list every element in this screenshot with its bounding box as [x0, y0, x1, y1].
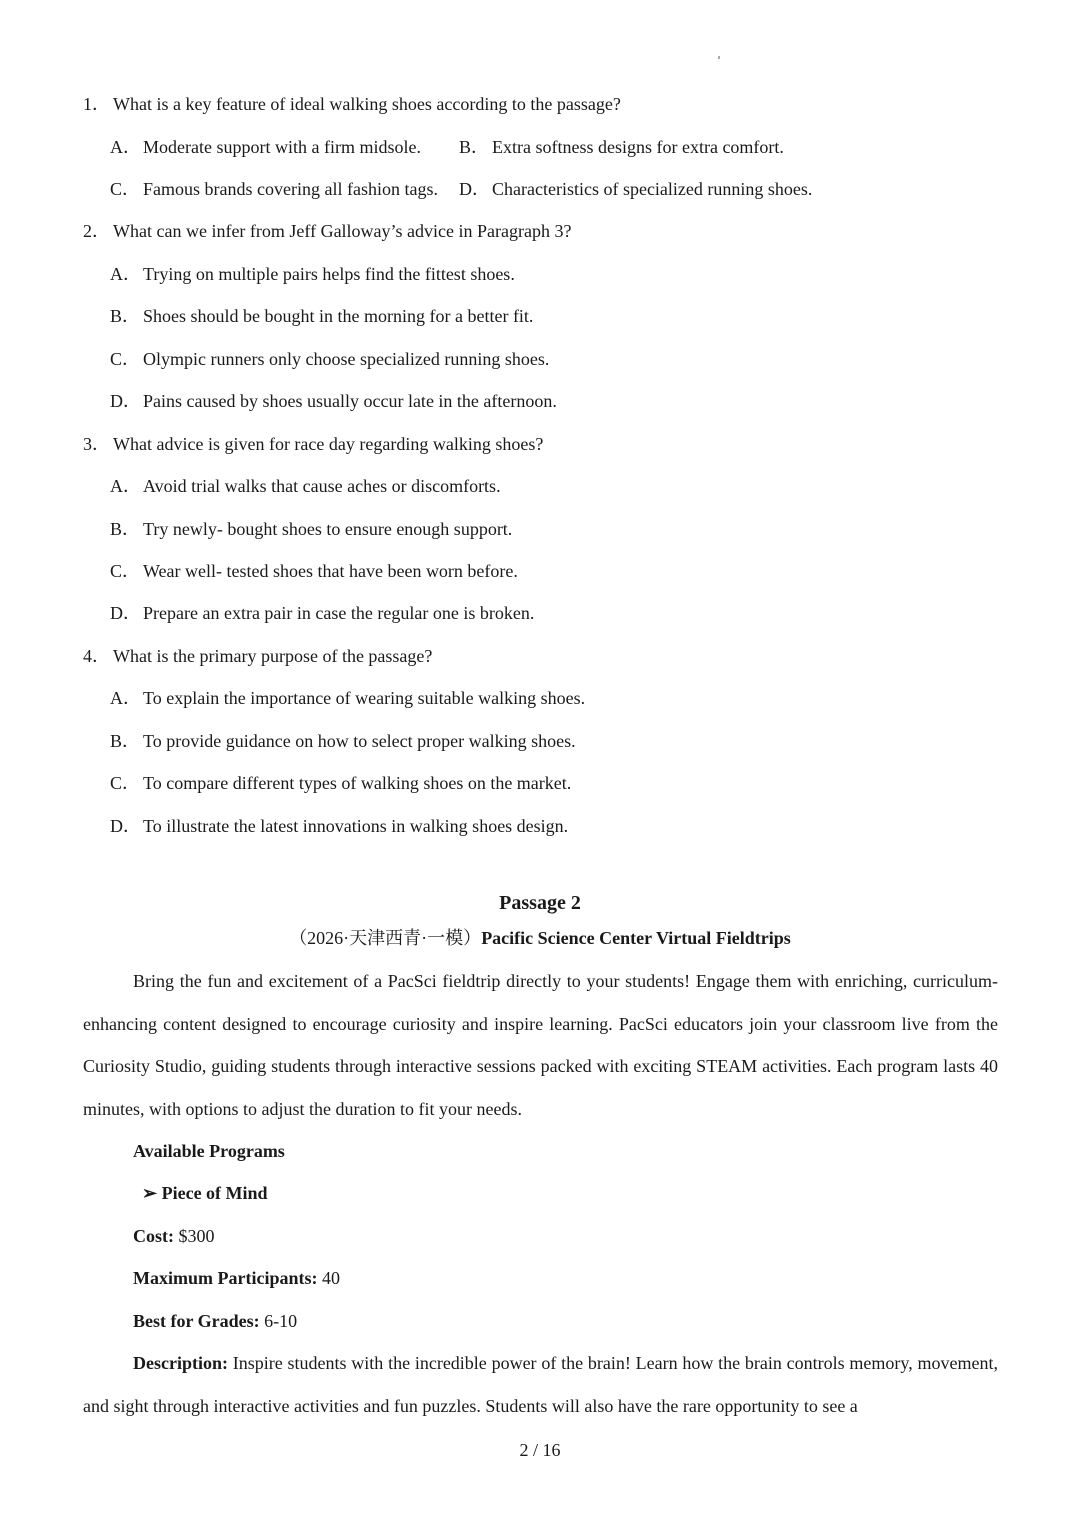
question-number: 1． [83, 94, 110, 114]
option-letter: A． [110, 264, 141, 284]
question-2 [83, 220, 571, 242]
passage-title: Pacific Science Center Virtual Fieldtrips [481, 928, 791, 948]
option-letter: A． [110, 137, 141, 157]
option-letter: B． [110, 731, 141, 751]
program-title [142, 1182, 268, 1204]
option-text: Prepare an extra pair in case the regular one is broken. [143, 603, 535, 623]
option-4d [110, 815, 568, 837]
option-3d [110, 602, 534, 624]
program-name: Piece of Mind [161, 1183, 268, 1203]
option-2b [110, 305, 533, 327]
question-text: What is a key feature of ideal walking shoes according to the passage? [113, 94, 621, 114]
program-cost [133, 1225, 215, 1247]
option-letter: A． [110, 688, 141, 708]
cost-value: $300 [174, 1226, 215, 1246]
option-text: To explain the importance of wearing suitable walking shoes. [143, 688, 586, 708]
option-1a [110, 136, 421, 158]
question-4 [83, 645, 432, 667]
question-text: What can we infer from Jeff Galloway’s advice in Paragraph 3? [113, 221, 572, 241]
option-letter: C． [110, 561, 141, 581]
option-3c [110, 560, 518, 582]
question-number: 2． [83, 221, 110, 241]
question-number: 3． [83, 434, 110, 454]
option-text: Famous brands covering all fashion tags. [143, 179, 438, 199]
program-description [83, 1342, 998, 1427]
grades-label: Best for Grades: [133, 1311, 260, 1331]
passage-subtitle [0, 927, 1080, 949]
option-letter: B． [459, 137, 490, 157]
option-3a [110, 475, 501, 497]
arrow-bullet-icon: ➢ [142, 1183, 158, 1203]
option-1d [459, 178, 812, 200]
option-letter: C． [110, 179, 141, 199]
option-letter: D． [110, 603, 141, 623]
option-2c [110, 348, 549, 370]
option-2d [110, 390, 557, 412]
option-2a [110, 263, 515, 285]
page-number: 2 / 16 [519, 1440, 561, 1460]
option-text: Moderate support with a firm midsole. [143, 137, 421, 157]
option-4b [110, 730, 576, 752]
desc-text: Inspire students with the incredible power of the brain! Learn how the brain controls memory, movement, and sight through interactive activities and fun puzzles. Students will also have the rare opportunity to see a [83, 1353, 998, 1416]
option-letter: B． [110, 519, 141, 539]
option-letter: C． [110, 349, 141, 369]
question-3 [83, 433, 543, 455]
option-1b [459, 136, 784, 158]
option-text: Pains caused by shoes usually occur late in the afternoon. [143, 391, 557, 411]
program-max [133, 1267, 340, 1289]
option-letter: A． [110, 476, 141, 496]
desc-label: Description: [133, 1353, 228, 1373]
question-1 [83, 93, 621, 115]
option-letter: D． [459, 179, 490, 199]
max-value: 40 [317, 1268, 340, 1288]
option-4c [110, 772, 571, 794]
option-text: Trying on multiple pairs helps find the fittest shoes. [143, 264, 515, 284]
option-text: To illustrate the latest innovations in walking shoes design. [143, 816, 569, 836]
option-letter: B． [110, 306, 141, 326]
option-text: Avoid trial walks that cause aches or discomforts. [143, 476, 501, 496]
question-text: What is the primary purpose of the passage? [113, 646, 433, 666]
passage-heading: Passage 2 [499, 892, 581, 914]
option-letter: C． [110, 773, 141, 793]
grades-value: 6-10 [259, 1311, 298, 1331]
option-text: Olympic runners only choose specialized running shoes. [143, 349, 550, 369]
option-text: Shoes should be bought in the morning for a better fit. [143, 306, 534, 326]
option-text: Extra softness designs for extra comfort. [492, 137, 784, 157]
option-1c [110, 178, 438, 200]
option-letter: D． [110, 391, 141, 411]
max-label: Maximum Participants: [133, 1268, 318, 1288]
option-text: To provide guidance on how to select proper walking shoes. [143, 731, 576, 751]
option-text: Characteristics of specialized running shoes. [492, 179, 813, 199]
cost-label: Cost: [133, 1226, 174, 1246]
programs-heading: Available Programs [133, 1141, 285, 1161]
passage-source: （2026·天津西青·一模） [289, 928, 482, 948]
question-number: 4． [83, 646, 110, 666]
option-text: Try newly- bought shoes to ensure enough support. [143, 519, 513, 539]
option-text: To compare different types of walking shoes on the market. [143, 773, 572, 793]
option-letter: D． [110, 816, 141, 836]
option-text: Wear well- tested shoes that have been worn before. [143, 561, 518, 581]
question-text: What advice is given for race day regarding walking shoes? [113, 434, 544, 454]
option-3b [110, 518, 512, 540]
passage-intro: Bring the fun and excitement of a PacSci fieldtrip directly to your students! Engage them with enriching, curriculum-enhancing content designed to encourage curiosity and inspire learning. PacSci educators join your classroom live from the Curiosity Studio, guiding students through interactive sessions packed with exciting STEAM activities. Each program lasts 40 minutes, with options to adjust the duration to fit your needs. [83, 971, 998, 1119]
option-4a [110, 687, 585, 709]
program-grades [133, 1310, 297, 1332]
scan-mark [718, 56, 720, 59]
